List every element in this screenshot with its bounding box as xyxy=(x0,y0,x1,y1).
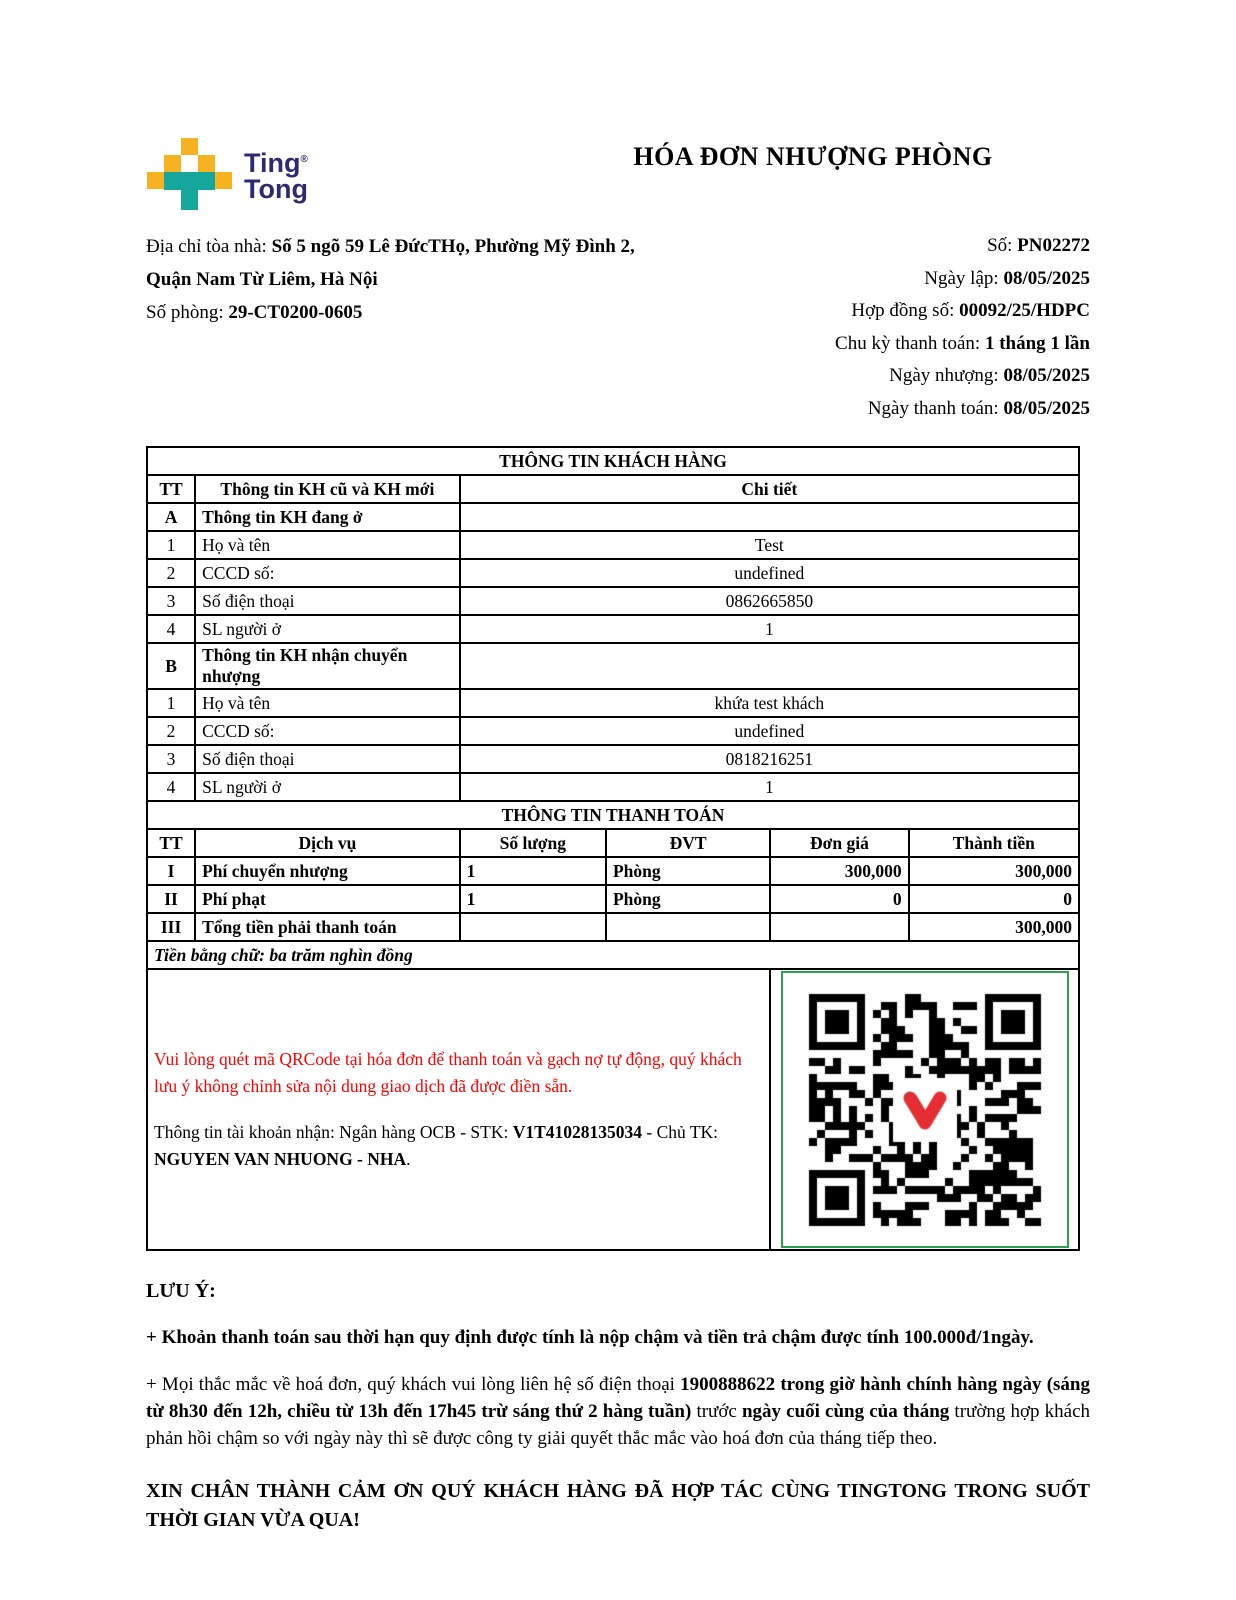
hotline-note: + Mọi thắc mắc về hoá đơn, quý khách vui lòng liên hệ số điện thoại 1900888622 trong giờ hành chính hàng ngày (sáng từ 8h30 đến 12h, chiều từ 13h đến 17h45 trừ sáng thứ 2 hàng tuần) trước ngày cuối cùng của tháng trường hợp khách phản hồi chậm so với ngày này thì sẽ được công ty giải quyết thắc mắc vào hoá đơn của tháng tiếp theo. xyxy=(146,1374,1091,1450)
footer-notes xyxy=(146,1277,1090,1534)
transfer-date: Ngày nhượng: 08/05/2025 xyxy=(889,365,1090,386)
qr-code-frame xyxy=(781,971,1069,1248)
invoice-meta xyxy=(835,230,1090,425)
info-row xyxy=(146,230,1090,425)
payment-column-header: TT Dịch vụ Số lượng ĐVT Đơn giá Thành tiền xyxy=(147,829,1079,857)
qr-cell xyxy=(770,969,1079,1250)
invoice-number: Số: PN02272 xyxy=(987,235,1090,256)
customer-column-header: TT Thông tin KH cũ và KH mới Chi tiết xyxy=(147,475,1079,503)
table-row: 4 SL người ở 1 xyxy=(147,615,1079,643)
table-row: 1 Họ và tên khứa test khách xyxy=(147,689,1079,717)
amount-in-words-row: Tiền bằng chữ: ba trăm nghìn đồng xyxy=(147,941,1079,969)
page-title: HÓA ĐƠN NHƯỢNG PHÒNG xyxy=(633,142,993,171)
thank-you-message: XIN CHÂN THÀNH CẢM ƠN QUÝ KHÁCH HÀNG ĐÃ HỢP TÁC CÙNG TINGTONG TRONG SUỐT THỜI GIAN VỪA QUA! xyxy=(146,1480,1090,1531)
table-row: 1 Họ và tên Test xyxy=(147,531,1079,559)
payment-row: II Phí phạt 1 Phòng 0 0 xyxy=(147,885,1079,913)
table-row: 3 Số điện thoại 0818216251 xyxy=(147,745,1079,773)
contract-number: Hợp đồng số: 00092/25/HDPC xyxy=(851,300,1090,321)
group-a-row: A Thông tin KH đang ở xyxy=(147,503,1079,531)
registered-mark: ® xyxy=(300,153,308,165)
payment-date: Ngày thanh toán: 08/05/2025 xyxy=(867,397,1090,419)
qr-row xyxy=(147,969,1079,1250)
payment-total-row: III Tổng tiền phải thanh toán 300,000 xyxy=(147,913,1079,941)
tingtong-pixel-arrow-icon xyxy=(146,130,234,218)
payment-row: I Phí chuyển nhượng 1 Phòng 300,000 300,000 xyxy=(147,857,1079,885)
logo-line1: Ting xyxy=(244,147,301,178)
room-number-line: Số phòng: 29-CT0200-0605 xyxy=(146,302,363,323)
payment-instructions xyxy=(147,969,770,1250)
bank-account-info: Thông tin tài khoản nhận: Ngân hàng OCB - STK: V1T41028135034 - Chủ TK: NGUYEN VAN NHUONG - NHA. xyxy=(154,1121,719,1169)
issue-date: Ngày lập: 08/05/2025 xyxy=(924,267,1090,289)
table-row: 3 Số điện thoại 0862665850 xyxy=(147,587,1079,615)
table-row: 2 CCCD số: undefined xyxy=(147,717,1079,745)
table-row: 2 CCCD số: undefined xyxy=(147,559,1079,587)
payment-section-header: THÔNG TIN THANH TOÁN xyxy=(147,801,1079,829)
qr-notice-text: Vui lòng quét mã QRCode tại hóa đơn để thanh toán và gạch nợ tự động, quý khách lưu ý không chỉnh sửa nội dung giao dịch đã được điền sẵn. xyxy=(154,1049,742,1097)
payment-cycle: Chu kỳ thanh toán: 1 tháng 1 lần xyxy=(835,332,1090,354)
qr-code xyxy=(800,985,1050,1235)
late-payment-note: + Khoản thanh toán sau thời hạn quy định được tính là nộp chậm và tiền trả chậm được tính 100.000đ/1ngày. xyxy=(146,1327,1034,1349)
building-address xyxy=(146,230,706,425)
group-b-row: B Thông tin KH nhận chuyển nhượng xyxy=(147,643,1079,689)
tingtong-logo xyxy=(146,130,446,218)
customer-section-header: THÔNG TIN KHÁCH HÀNG xyxy=(147,447,1079,475)
invoice-table xyxy=(146,446,1080,1251)
address-line-1: Địa chỉ tòa nhà: Số 5 ngõ 59 Lê ĐứcTHọ, Phường Mỹ Đình 2, xyxy=(146,236,635,257)
logo-line2: Tong xyxy=(244,173,308,204)
table-row: 4 SL người ở 1 xyxy=(147,773,1079,801)
notes-heading: LƯU Ý: xyxy=(146,1280,216,1302)
address-line-2: Quận Nam Từ Liêm, Hà Nội xyxy=(146,269,378,290)
header xyxy=(146,130,1090,218)
tingtong-wordmark xyxy=(244,147,308,202)
